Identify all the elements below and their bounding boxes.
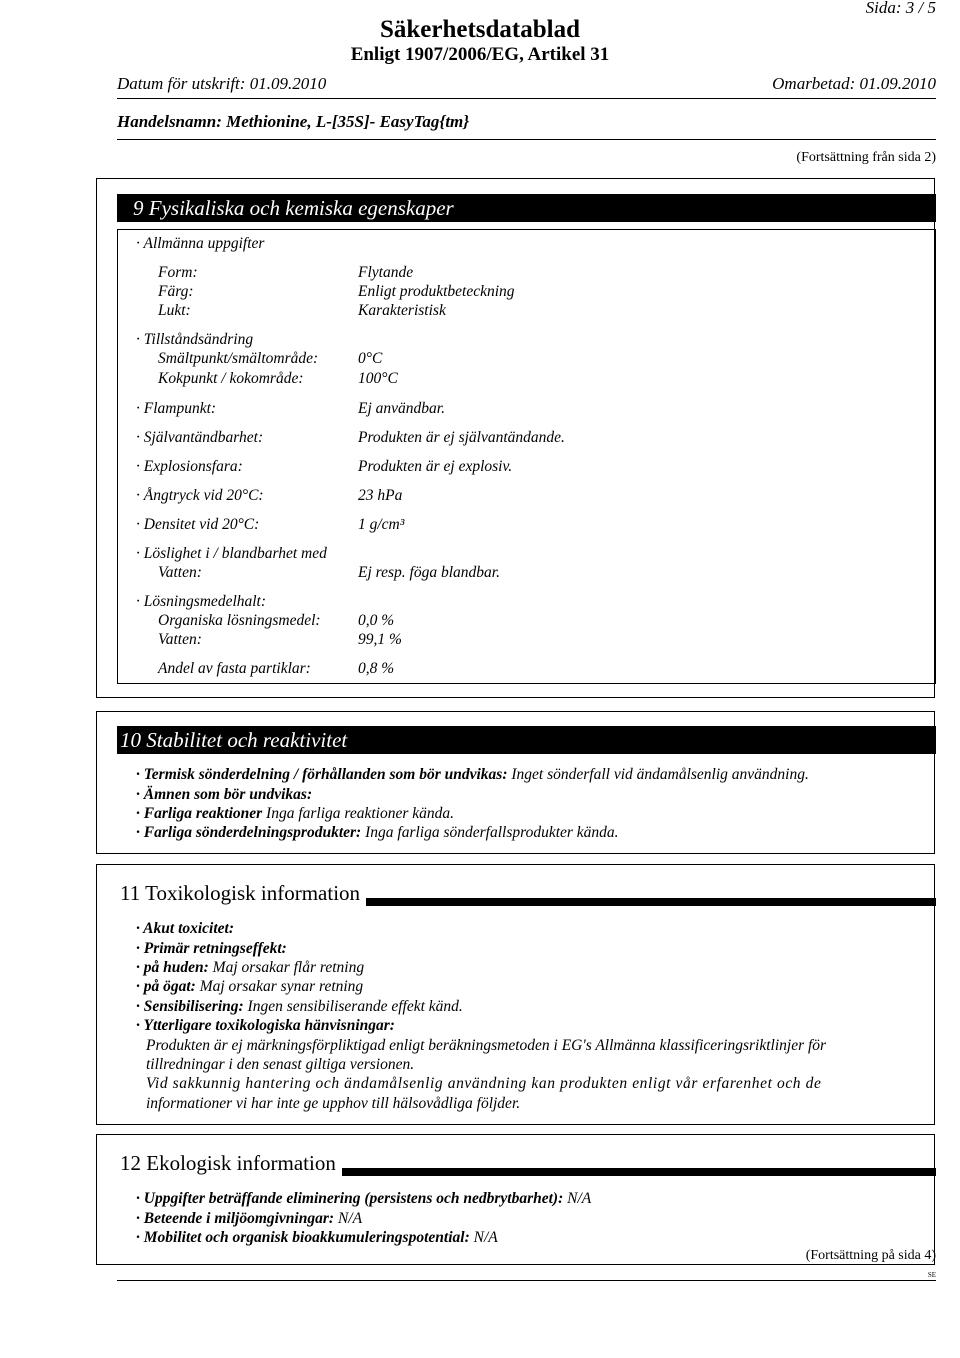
s10-line-2: · Ämnen som bör undvikas: [136,786,313,803]
trade-name: Handelsnamn: Methionine, L-[35S]- EasyTag{tm} [117,112,470,131]
solvent-content-label: · Lösningsmedelhalt: [136,593,267,610]
form-value: Flytande [358,264,414,281]
organic-solvents-label: Organiska lösningsmedel: [158,612,321,629]
water-label: Vatten: [158,564,202,581]
header-rule [117,98,936,99]
header-rule-2 [117,139,936,140]
tox-paragraph-2b: informationer vi har inte ge upphov till hälsovådliga följder. [146,1095,521,1112]
print-date: Datum för utskrift: 01.09.2010 [117,74,327,93]
section-12-title: 12 Ekologisk information [117,1150,342,1176]
language-code: SE [927,1271,936,1279]
document-subtitle: Enligt 1907/2006/EG, Artikel 31 [350,44,610,65]
additional-tox-info: · Ytterligare toxikologiska hänvisningar: [136,1017,395,1034]
organic-solvents-value: 0,0 % [358,612,395,629]
self-ignition-label: · Självantändbarhet: [136,429,264,446]
on-skin [136,959,364,977]
on-skin-value: Maj orsakar flår retning [208,959,365,976]
s12-line-2-label: · Beteende i miljöomgivningar: [136,1210,335,1227]
state-change: · Tillståndsändring [136,331,254,348]
continued-to: (Fortsättning på sida 4) [805,1248,936,1263]
s10-line-3-value: Inga farliga reaktioner kända. [262,805,455,822]
s12-line-1-value: N/A [563,1190,592,1207]
s12-line-3 [136,1229,498,1247]
boiling-label: Kokpunkt / kokområde: [158,370,304,387]
revised-date: Omarbetad: 01.09.2010 [772,74,936,93]
form-label: Form: [158,264,198,281]
s12-line-1-label: · Uppgifter beträffande eliminering (persistens och nedbrytbarhet): [136,1190,564,1207]
continued-from: (Fortsättning från sida 2) [796,150,936,165]
color-label: Färg: [158,283,194,300]
s12-line-3-label: · Mobilitet och organisk bioakkumuleringspotential: [136,1229,470,1246]
s10-line-4-value: Inga farliga sönderfallsprodukter kända. [361,824,619,841]
page-number: Sida: 3 / 5 [865,0,936,17]
general-info: · Allmänna uppgifter [136,235,265,252]
boiling-value: 100°C [358,370,398,387]
sensitization [136,998,463,1016]
tox-paragraph-2a: Vid sakkunnig hantering och ändamålsenlig användning kan produkten enligt vår erfarenhet och de [146,1075,822,1092]
melting-label: Smältpunkt/smältområde: [158,350,319,367]
explosion-label: · Explosionsfara: [136,458,243,475]
section-12-title-bar [117,1150,936,1176]
water-value: Ej resp. föga blandbar. [358,564,500,581]
s10-line-4 [136,824,619,842]
s12-line-2 [136,1210,362,1228]
odor-label: Lukt: [158,302,191,319]
self-ignition-value: Produkten är ej självantändande. [358,429,565,446]
density-value: 1 g/cm³ [358,516,405,533]
s10-line-3-label: · Farliga reaktioner [136,805,263,822]
on-eye-label: · på ögat: [136,978,196,995]
s10-line-1 [136,766,809,784]
solids-label: Andel av fasta partiklar: [158,660,311,677]
s10-line-1-label: · Termisk sönderdelning / förhållanden som bör undvikas: [136,766,508,783]
explosion-value: Produkten är ej explosiv. [358,458,513,475]
vapor-pressure-value: 23 hPa [358,487,403,504]
section-10-title: 10 Stabilitet och reaktivitet [117,726,936,754]
footer-rule [117,1280,936,1281]
s10-line-1-value: Inget sönderfall vid ändamålsenlig användning. [507,766,809,783]
document-title: Säkerhetsdatablad [379,16,581,43]
s12-line-3-value: N/A [469,1229,498,1246]
melting-value: 0°C [358,350,383,367]
s10-line-3 [136,805,454,823]
on-eye-value: Maj orsakar synar retning [195,978,364,995]
s12-line-1 [136,1190,591,1208]
flash-value: Ej användbar. [358,400,445,417]
density-label: · Densitet vid 20°C: [136,516,260,533]
solids-value: 0,8 % [358,660,395,677]
s10-line-4-label: · Farliga sönderdelningsprodukter: [136,824,362,841]
tox-paragraph-1b: tillredningar i den senast giltiga versionen. [146,1056,415,1073]
on-eye [136,978,363,996]
s12-line-2-value: N/A [334,1210,363,1227]
sensitization-label: · Sensibilisering: [136,998,244,1015]
section-9-title: 9 Fysikaliska och kemiska egenskaper [117,194,936,222]
section-11-title: 11 Toxikologisk information [117,880,366,906]
tox-paragraph-1a: Produkten är ej märkningsförpliktigad enligt beräkningsmetoden i EG's Allmänna klassificeringsriktlinjer för [146,1037,827,1054]
water-content-label: Vatten: [158,631,202,648]
on-skin-label: · på huden: [136,959,209,976]
sensitization-value: Ingen sensibiliserande effekt känd. [243,998,463,1015]
water-content-value: 99,1 % [358,631,402,648]
flash-label: · Flampunkt: [136,400,217,417]
vapor-pressure-label: · Ångtryck vid 20°C: [136,487,264,504]
primary-irritation: · Primär retningseffekt: [136,940,287,957]
section-11-title-bar [117,880,936,906]
odor-value: Karakteristisk [358,302,446,319]
acute-toxicity: · Akut toxicitet: [136,920,235,937]
color-value: Enligt produktbeteckning [358,283,515,300]
solubility-label: · Löslighet i / blandbarhet med [136,545,327,562]
